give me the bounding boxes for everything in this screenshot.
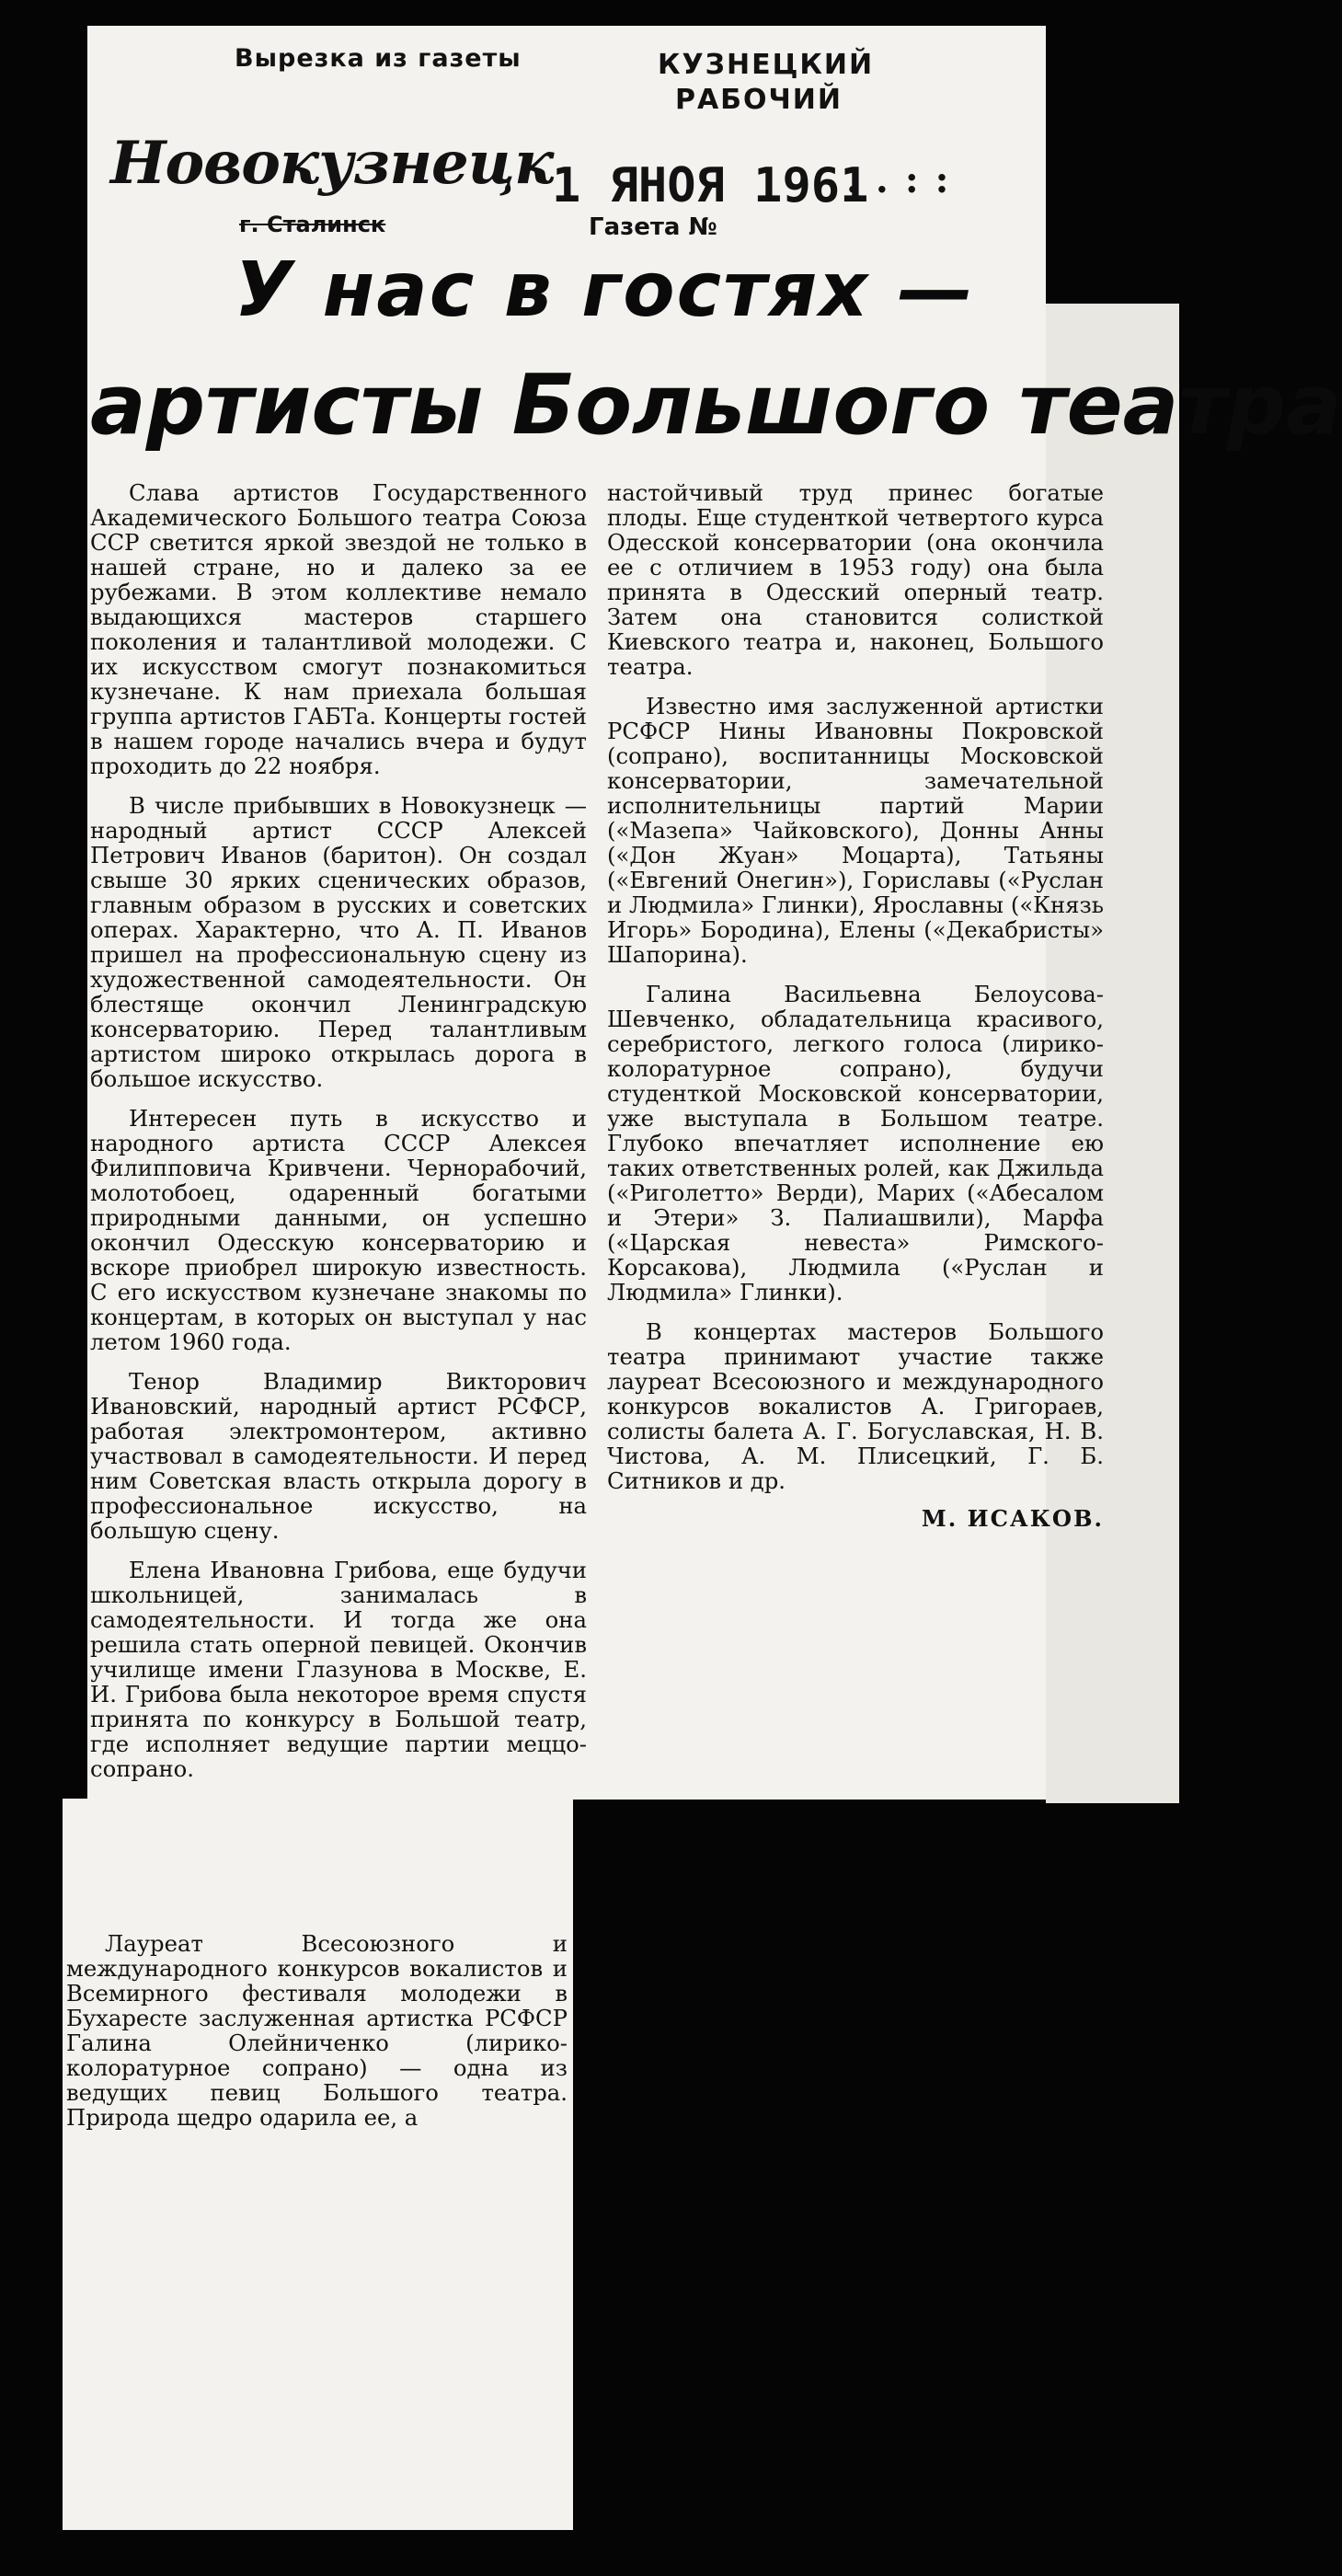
gazette-label: Газета № (589, 213, 717, 241)
city-struck: г. Сталинск (239, 212, 386, 237)
article-column-1 (90, 480, 587, 1796)
paragraph: Галина Васильевна Белоусова-Шевченко, обладательница красивого, серебристого, легкого голоса (лирико-колоратурное сопрано), будучи студенткой Московской консерватории, уже выступала в Большом театре. Глубоко впечатляет исполнение ею таких ответственных ролей, как Джильда («Риголетто» Верди), Марих («Абесалом и Этери» З. Палиашвили), Марфа («Царская невеста» Римского-Корсакова), Людмила («Руслан и Людмила» Глинки). (607, 981, 1104, 1305)
paragraph: Слава артистов Государственного Академического Большого театра Союза ССР светится яркой звездой не только в нашей стране, но и далеко за ее рубежами. В этом коллективе немало выдающихся мастеров старшего поколения и талантливой молодежи. С их искусством смогут познакомиться кузнечане. К нам приехала большая группа артистов ГАБТа. Концерты гостей в нашем городе начались вчера и будут проходить до 22 ноября. (90, 479, 587, 779)
paragraph: Известно имя заслуженной артистки РСФСР Нины Ивановны Покровской (сопрано), воспитанницы Московской консерватории, замечательной исполнительницы партий Марии («Мазепа» Чайковского), Донны Анны («Дон Жуан» Моцарта), Татьяны («Евгений Онегин»), Гориславы («Руслан и Людмила» Глинки), Ярославны («Князь Игорь» Бородина), Елены («Декабристы» Шапорина). (607, 693, 1104, 968)
clipping-label: Вырезка из газеты (235, 44, 522, 73)
newspaper-name: КУЗНЕЦКИЙ РАБОЧИЙ (658, 49, 875, 116)
headline-line-1: У нас в гостях — (235, 247, 975, 334)
date-stamp: 1 ЯНОЯ 1961 (552, 158, 869, 213)
author-signature: М. ИСАКОВ. (921, 1505, 1104, 1532)
paragraph: Тенор Владимир Викторович Ивановский, народный артист РСФСР, работая электромонтером, активно участвовал в самодеятельности. И перед ним Советская власть открыла дорогу в профессиональное искусство, на большую сцену. (90, 1368, 587, 1544)
paragraph: Лауреат Всесоюзного и международного конкурсов вокалистов и Всемирного фестиваля молодежи в Бухаресте заслуженная артистка РСФСР Галина Олейниченко (лирико-колоратурное сопрано) — одна из ведущих певиц Большого театра. Природа щедро одарила ее, а (66, 1930, 568, 2131)
article-column-1-bottom (66, 1931, 568, 2145)
paragraph: Интересен путь в искусство и народного артиста СССР Алексея Филипповича Кривчени. Чернорабочий, молотобоец, одаренный богатыми природными данными, он успешно окончил Одесскую консерваторию и вскоре приобрел широкую известность. С его искусством кузнечане знакомы по концертам, в которых он выступал у нас летом 1960 года. (90, 1105, 587, 1355)
paragraph: В концертах мастеров Большого театра принимают участие также лауреат Всесоюзного и международного конкурсов вокалистов А. Григораев, солисты балета А. Г. Богуславская, Н. В. Чистова, А. М. Плисецкий, Г. Б. Ситников и др. (607, 1318, 1104, 1494)
headline-line-2: артисты Большого театра (90, 357, 1342, 454)
paragraph: настойчивый труд принес богатые плоды. Еще студенткой четвертого курса Одесской консерватории (она окончила ее с отличием в 1953 году) она была принята в Одесский оперный театр. Затем она становится солисткой Киевского театра и, наконец, Большого театра. (607, 479, 1104, 680)
dotted-marks: ..:: (846, 158, 966, 201)
article-column-2 (607, 480, 1104, 1531)
clipping-paper-bottom (63, 1799, 573, 2530)
paragraph: Елена Ивановна Грибова, еще будучи школьницей, занималась в самодеятельности. И тогда же она решила стать оперной певицей. Окончив училище имени Глазунова в Москве, Е. И. Грибова была некоторое время спустя принята по конкурсу в Большой театр, где исполняет ведущие партии меццо-сопрано. (90, 1557, 587, 1782)
paragraph: В числе прибывших в Новокузнецк — народный артист СССР Алексей Петрович Иванов (баритон). Он создал свыше 30 ярких сценических образов, главным образом в русских и советских операх. Характерно, что А. П. Иванов пришел на профессиональную сцену из художественной самодеятельности. Он блестяще окончил Ленинградскую консерваторию. Перед талантливым артистом широко открылась дорога в большое искусство. (90, 792, 587, 1092)
city-handwritten: Новокузнецк (110, 129, 554, 198)
